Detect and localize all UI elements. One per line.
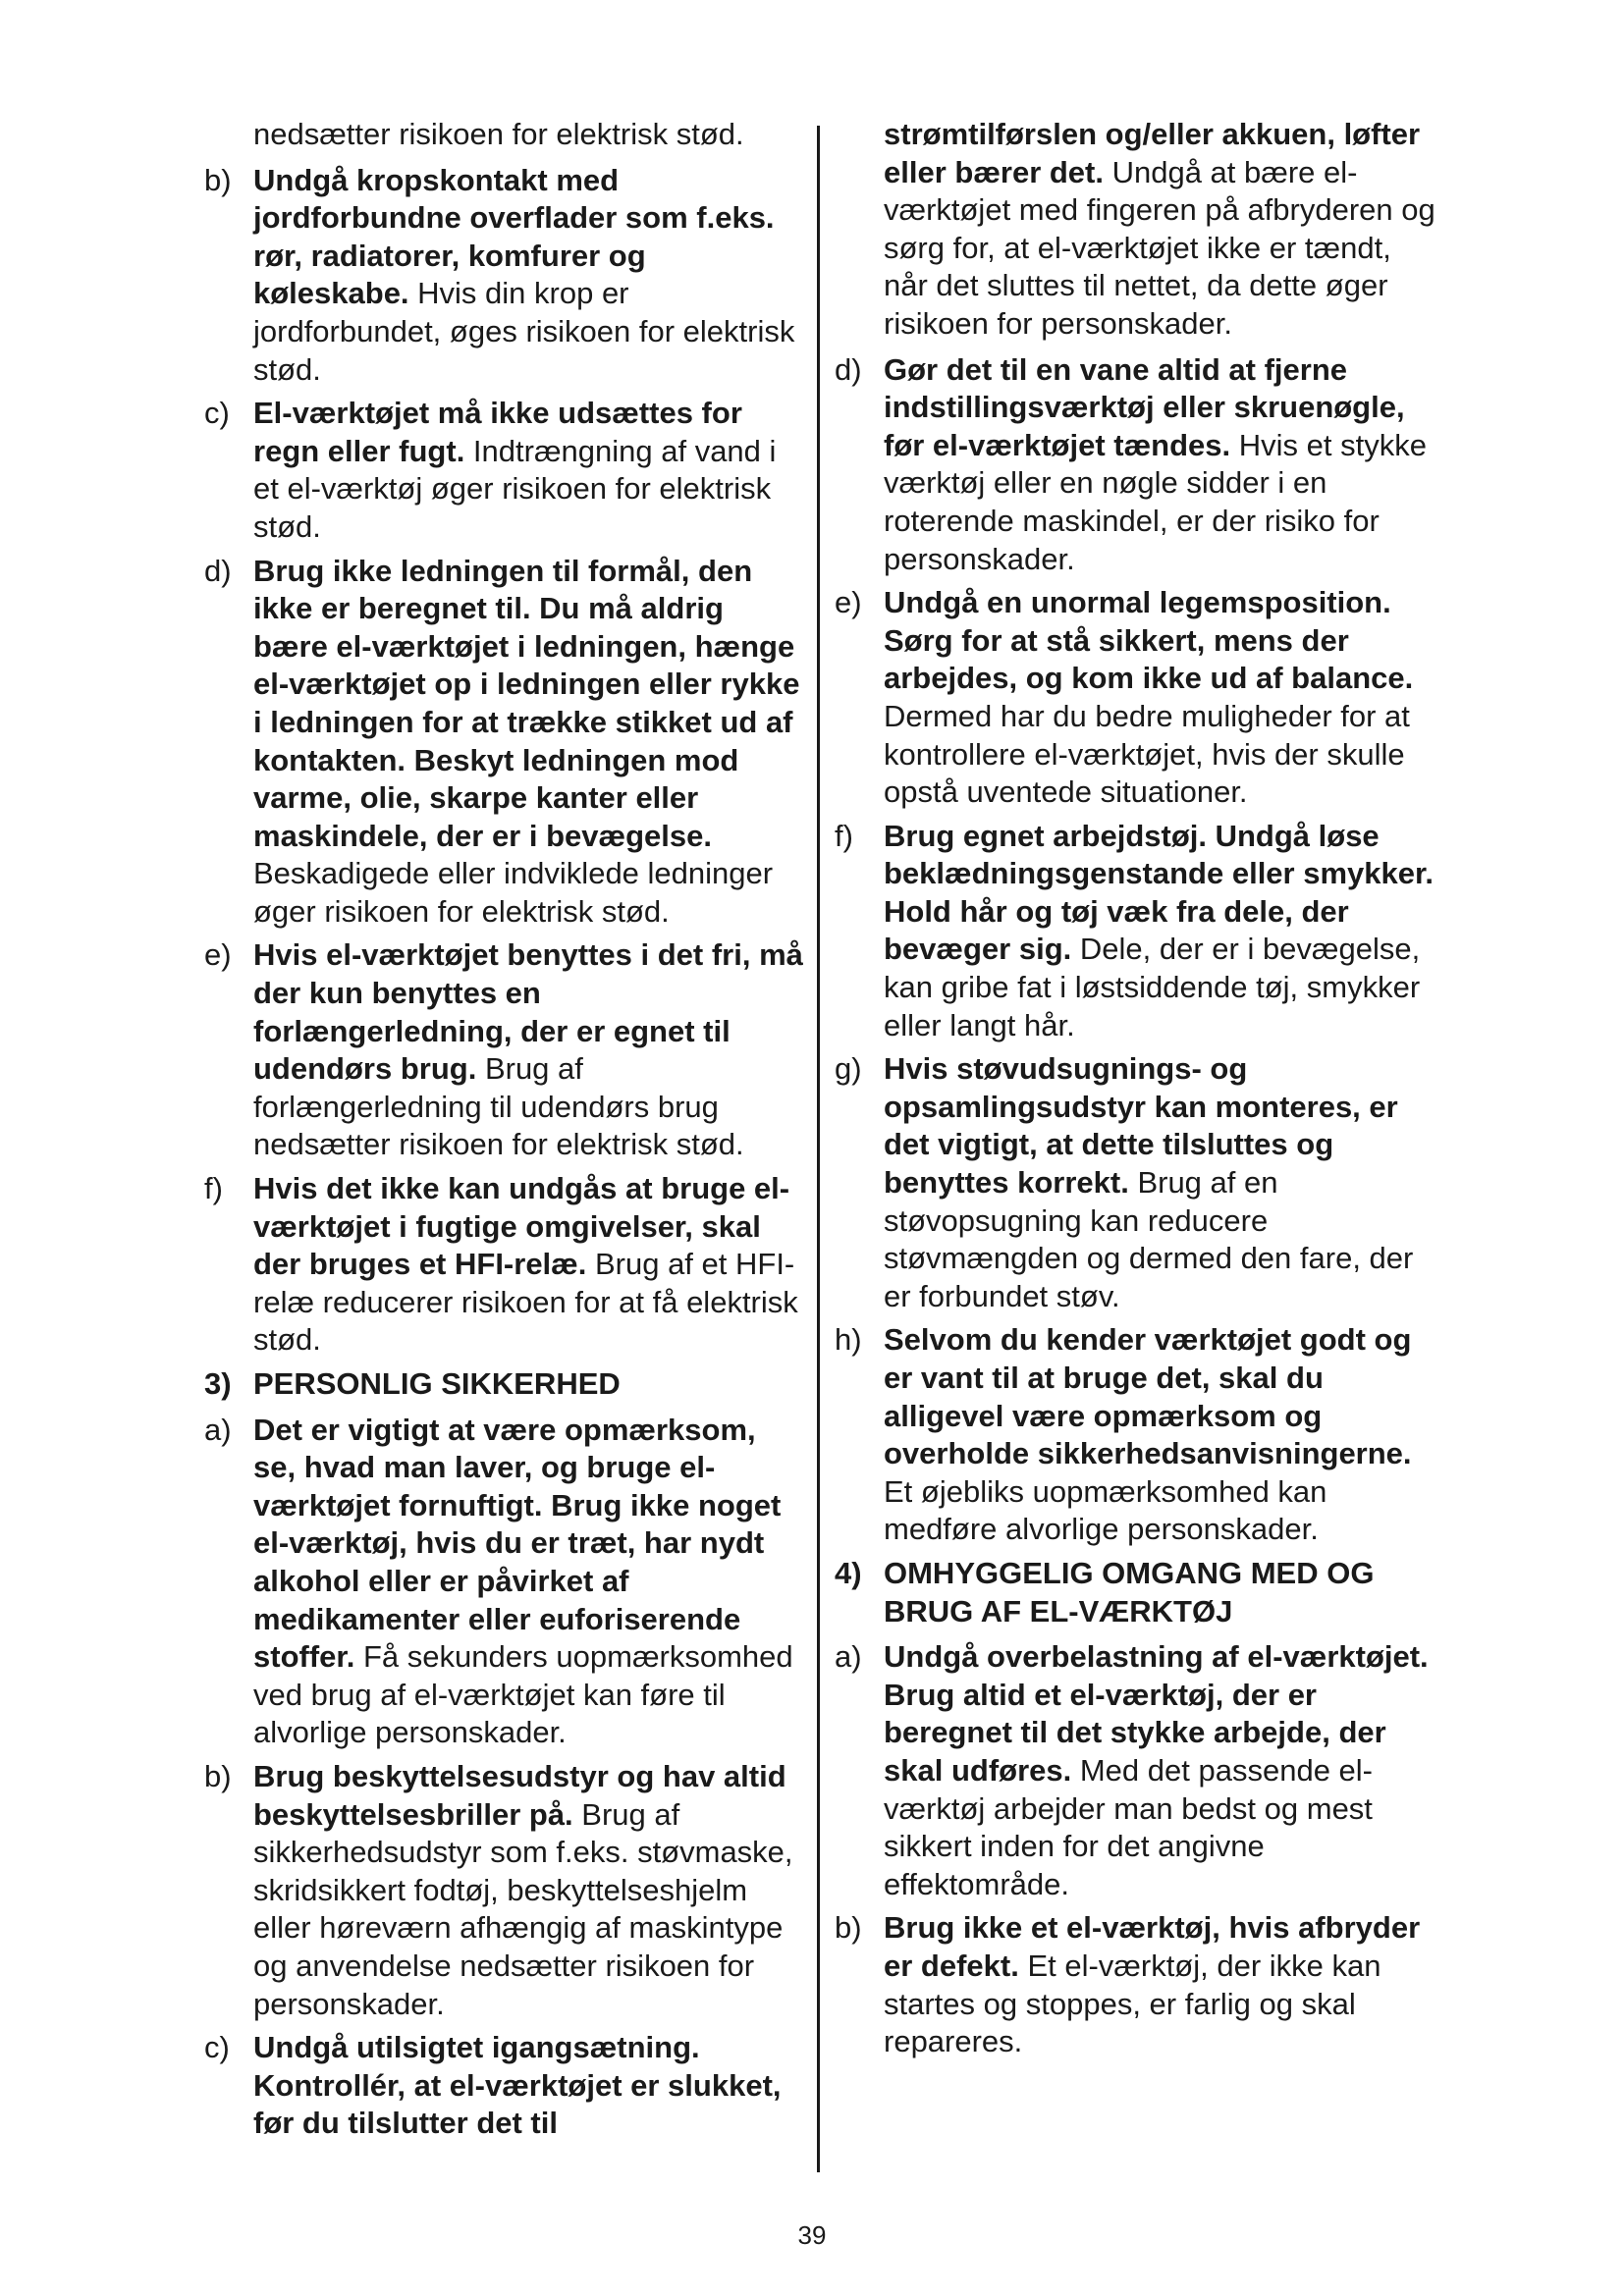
list-item-h-familiarity (835, 1321, 1438, 1549)
list-item-text: Brug af forlængerledning til udendørs brug nedsætter risikoen for elektrisk stød. (253, 1051, 744, 1162)
list-item-text: Få sekunders uopmærksomhed ved brug af el-værktøjet kan føre til alvorlige personskader. (253, 1639, 793, 1750)
list-item-bold: Brug egnet arbejdstøj. Undgå løse beklædningsgenstande eller smykker. Hold hår og tøj væk fra dele, der bevæger sig. (884, 818, 1434, 967)
list-item-b-bodycontact (204, 162, 803, 390)
list-item-bold: Hvis el-værktøjet benyttes i det fri, må der kun benyttes en forlængerledning, der er egnet til udendørs brug. (253, 937, 803, 1087)
list-item-d-keys (835, 351, 1438, 579)
continued-bold: strømtilførslen og/eller akkuen, løfter eller bærer det. (884, 117, 1421, 189)
list-item-bold: Hvis støvudsugnings- og opsamlingsudstyr kan monteres, er det vigtigt, at dette tilsluttes og benyttes korrekt. (884, 1051, 1398, 1201)
list-item-bold: Brug ikke et el-værktøj, hvis afbryder er defekt. (884, 1910, 1421, 1983)
list-item-text: Dermed har du bedre muligheder for at kontrollere el-værktøjet, hvis der skulle opstå uventede situationer. (884, 698, 1410, 810)
list-marker: b) (835, 1910, 862, 1946)
list-item-bold: Undgå utilsigtet igangsætning. Kontrollér, at el-værktøjet er slukket, før du tilslutter det til (253, 2030, 782, 2141)
list-item-text: Hvis din krop er jordforbundet, øges risikoen for elektrisk stød. (253, 276, 795, 387)
list-marker: e) (835, 585, 862, 620)
left-column (204, 116, 803, 2149)
section-heading-tool-care (835, 1555, 1438, 1630)
list-item-a-attention (204, 1412, 803, 1752)
list-item-text: Brug af en støvopsugning kan reducere støvmængden og dermed den fare, der er forbundet støv. (884, 1165, 1414, 1313)
list-item-e-outdoor (204, 936, 803, 1164)
list-marker: c) (204, 2030, 230, 2065)
list-item-bold: El-værktøjet må ikke udsættes for regn eller fugt. (253, 396, 742, 468)
list-item-b-protection (204, 1758, 803, 2023)
page-number: 39 (797, 2220, 827, 2250)
list-item-c-startup (204, 2029, 803, 2143)
list-item-bold: Det er vigtigt at være opmærksom, se, hvad man laver, og bruge el-værktøjet fornuftigt. Brug ikke noget el-værktøj, hvis du er træt, har nydt alkohol eller er påvirket af medikamenter eller euforiserende stoffer. (253, 1412, 782, 1675)
continued-text: Undgå at bære el-værktøjet med fingeren på afbryderen og sørg for, at el-værktøjet ikke er tændt, når det sluttes til nettet, da dette øger risikoen for personskader. (884, 154, 1435, 341)
list-marker: b) (204, 162, 232, 197)
list-item-bold: Undgå kropskontakt med jordforbundne overflader som f.eks. rør, radiatorer, komfurer og køleskabe. (253, 162, 775, 311)
list-marker: e) (204, 937, 232, 973)
list-item-bold: Undgå overbelastning af el-værktøjet. Brug altid et el-værktøj, der er beregnet til det stykke arbejde, der skal udføres. (884, 1639, 1429, 1788)
list-item-g-dust (835, 1050, 1438, 1315)
section-title: OMHYGGELIG OMGANG MED OG BRUG AF EL-VÆRKTØJ (884, 1555, 1375, 1629)
list-item-bold: Gør det til en vane altid at fjerne indstillingsværktøj eller skruenøgle, før el-værktøjet tændes. (884, 351, 1405, 462)
list-marker: a) (204, 1412, 232, 1447)
list-item-bold: Hvis det ikke kan undgås at bruge el-værktøjet i fugtige omgivelser, skal der bruges et HFI-relæ. (253, 1171, 790, 1282)
list-item-text: Indtrængning af vand i et el-værktøj øger risikoen for elektrisk stød. (253, 433, 777, 544)
list-marker: h) (835, 1322, 862, 1358)
right-continued-item (835, 116, 1438, 344)
list-marker: f) (835, 818, 853, 853)
list-item-e-posture (835, 584, 1438, 812)
section-heading-personal-safety (204, 1365, 803, 1404)
list-marker: d) (204, 553, 232, 588)
left-intro-tail-text: nedsætter risikoen for elektrisk stød. (253, 117, 744, 151)
list-item-bold: Brug beskyttelsesudstyr og hav altid beskyttelsesbriller på. (253, 1758, 786, 1832)
right-column (835, 116, 1438, 2067)
list-item-text: Et el-værktøj, der ikke kan startes og stoppes, er farlig og skal repareres. (884, 1948, 1381, 2059)
section-number: 4) (835, 1555, 862, 1590)
list-marker: a) (835, 1639, 862, 1675)
list-marker: c) (204, 396, 230, 431)
list-item-text: Brug af et HFI-relæ reducerer risikoen for at få elektrisk stød. (253, 1247, 798, 1358)
left-intro-tail (204, 116, 803, 154)
list-item-d-cord (204, 553, 803, 932)
list-marker: d) (835, 351, 862, 387)
list-item-text: Beskadigede eller indviklede ledninger øger risikoen for elektrisk stød. (253, 856, 774, 929)
list-item-bold: Undgå en unormal legemsposition. Sørg for at stå sikkert, mens der arbejdes, og kom ikke ud af balance. (884, 585, 1414, 696)
list-item-c-rain (204, 395, 803, 546)
list-item-a-overload (835, 1638, 1438, 1903)
list-marker: f) (204, 1171, 223, 1206)
list-item-text: Hvis et stykke værktøj eller en nøgle sidder i en roterende maskindel, er der risiko for personskader. (884, 427, 1427, 576)
section-title: PERSONLIG SIKKERHED (253, 1366, 621, 1401)
list-marker: g) (835, 1051, 862, 1087)
list-item-f-clothing (835, 818, 1438, 1045)
column-divider (817, 126, 820, 2172)
list-item-text: Brug af sikkerhedsudstyr som f.eks. støvmaske, skridsikkert fodtøj, beskyttelseshjelm eller høreværn afhængig af maskintype og anvendelse nedsætter risikoen for personskader. (253, 1796, 793, 2021)
list-item-text: Dele, der er i bevægelse, kan gribe fat i løstsiddende tøj, smykker eller langt hår. (884, 932, 1421, 1042)
list-item-f-hfi (204, 1170, 803, 1360)
section-number: 3) (204, 1366, 232, 1401)
list-item-b-switch (835, 1909, 1438, 2060)
list-item-text: Et øjebliks uopmærksomhed kan medføre alvorlige personskader. (884, 1473, 1327, 1547)
list-marker: b) (204, 1758, 232, 1793)
list-item-bold: Selvom du kender værktøjet godt og er vant til at bruge det, skal du alligevel være opmærksom og overholde sikkerhedsanvisningerne. (884, 1322, 1412, 1471)
list-item-bold: Brug ikke ledningen til formål, den ikke er beregnet til. Du må aldrig bære el-værktøjet i ledningen, hænge el-værktøjet op i ledningen eller rykke i ledningen for at trække stikket ud af kontakten. Beskyt ledningen mod varme, olie, skarpe kanter eller maskindele, der er i bevægelse. (253, 553, 800, 853)
list-item-text: Med det passende el-værktøj arbejder man bedst og mest sikkert inden for det angivne effektområde. (884, 1752, 1373, 1901)
